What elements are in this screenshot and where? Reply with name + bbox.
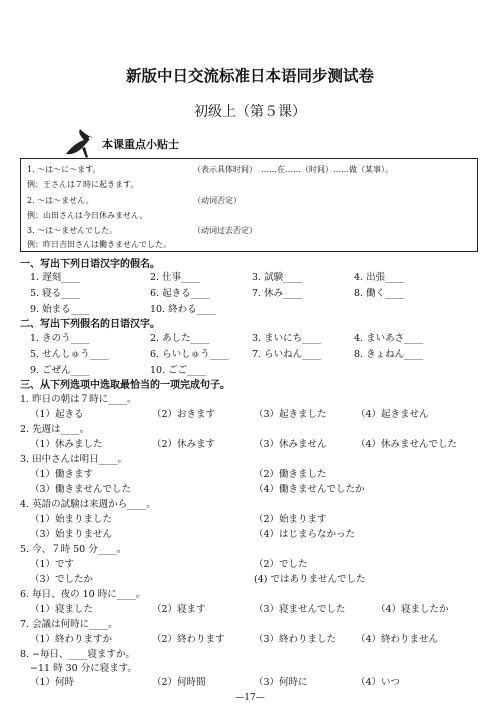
question-7-stem: 7. 会議は何時に____。 (20, 619, 118, 630)
question-1-option: （3）起きました (254, 409, 327, 420)
tips-box (20, 158, 478, 252)
question-8-stem-answer: −11 時 30 分に寝ます。 (30, 663, 137, 674)
tip-2-note: （动词否定） (193, 196, 241, 205)
page-title: 新版中日交流标准日本语同步测试卷 (125, 67, 374, 85)
question-3-option: （2）働きました (254, 469, 327, 480)
question-4-option: （4）はじまらなかった (254, 529, 356, 540)
section1-item: 1. 遅刻____ (30, 272, 81, 283)
question-5-option: (4) ではありませんでした (254, 574, 366, 585)
question-4-option: （3）始まりません (30, 529, 113, 540)
question-8-stem: 8. −毎日、____寝ますか。 (20, 649, 136, 660)
section2-item: 1. きのう____ (30, 333, 90, 344)
bird-icon (62, 128, 98, 160)
section3-heading: 三、从下列选项中选取最恰当的一项完成句子。 (20, 380, 230, 391)
tip-3-note: （动词过去否定） (193, 226, 257, 235)
question-5-option: （1）です (30, 559, 75, 570)
section1-row-3 (20, 301, 490, 315)
section2-row-3 (20, 362, 490, 376)
section2-item: 7. らいねん____ (252, 349, 322, 360)
tips-label: 本课重点小贴士 (102, 138, 179, 151)
tip-2-example: 例：山田さんは今日休みません。 (27, 211, 148, 220)
question-1-option: （4）起きません (356, 409, 429, 420)
question-3-option: （4）働きませんでしたか (254, 484, 365, 495)
question-6-stem: 6. 毎日、夜の 10 時に____。 (20, 589, 146, 600)
section2-item: 6. らいしゅう____ (150, 349, 229, 360)
section2-item: 8. きょねん____ (354, 349, 424, 360)
tip-3-pattern: 3. 〜は〜ませんでした。 (27, 226, 118, 235)
tip-1-note: （表示具体时间） ……在……（时间）……做（某事）。 (193, 165, 393, 174)
page-number: —17— (235, 693, 265, 703)
question-6-option: （3）寝ませんでした (254, 604, 346, 615)
question-3-stem: 3. 田中さんは明日____。 (20, 454, 128, 465)
section1-row-2 (20, 285, 490, 299)
section1-item: 4. 出張____ (354, 272, 405, 283)
section2-item: 4. まいあさ____ (354, 333, 424, 344)
section2-item: 9. ごぜん____ (30, 365, 90, 376)
question-5-option: （2）でした (254, 559, 308, 570)
tip-1-pattern: 1. 〜は〜に〜ます。 (27, 165, 101, 174)
question-8-option: （2）何時間 (152, 677, 206, 688)
section2-item: 10. ごご____ (150, 365, 207, 376)
question-3-option: （3）働きませんでした (30, 484, 132, 495)
question-3-option: （1）働きます (30, 469, 94, 480)
tip-3-example: 例：昨日吉田さんは働きませんでした。 (27, 240, 171, 249)
section1-item: 9. 始まる____ (30, 304, 90, 315)
question-6-option: （2）寝ます (152, 604, 206, 615)
question-2-stem: 2. 先週は____。 (20, 424, 90, 435)
section1-item: 5. 寝る____ (30, 288, 81, 299)
section2-item: 2. あした____ (150, 333, 210, 344)
section1-heading: 一、写出下列日语汉字的假名。 (20, 259, 160, 270)
question-7-option: （1）終わりますか (30, 634, 113, 645)
question-4-option: （1）始まりました (30, 514, 113, 525)
section1-item: 7. 休み____ (252, 288, 303, 299)
section2-row-2 (20, 346, 490, 360)
question-1-option: （2）おきます (152, 409, 216, 420)
question-8-option: （1）何時 (30, 677, 75, 688)
question-7-option: （4）終わりません (356, 634, 439, 645)
section2-item: 3. まいにち____ (252, 333, 322, 344)
question-1-stem: 1. 昨日の朝は７時に____。 (20, 394, 137, 405)
section2-row-1 (20, 330, 490, 344)
question-2-option: （3）休みません (254, 439, 327, 450)
question-7-option: （2）終わります (152, 634, 225, 645)
question-2-option: （4）休みませんでした (356, 439, 458, 450)
section2-item: 5. せんしゅう____ (30, 349, 109, 360)
section1-item: 2. 仕事____ (150, 272, 201, 283)
section1-item: 6. 起きる____ (150, 288, 210, 299)
question-8-option: （4）いつ (356, 677, 401, 688)
section1-item: 10. 終わる____ (150, 304, 216, 315)
section1-item: 8. 働く____ (354, 288, 405, 299)
tip-1-example: 例：王さんは７時に起きます。 (27, 180, 139, 189)
question-4-stem: 4. 英語の試験は来週から____。 (20, 499, 156, 510)
question-2-option: （1）休みました (30, 439, 103, 450)
question-7-option: （3）終わりました (254, 634, 337, 645)
section2-heading: 二、写出下列假名的日语汉字。 (20, 319, 160, 330)
question-1-option: （1）起きる (30, 409, 84, 420)
question-6-option: （1）寝ました (30, 604, 94, 615)
question-6-option: （4）寝ましたか (376, 604, 449, 615)
question-5-option: （3）でしたか (30, 574, 94, 585)
question-5-stem: 5. 今、７時 50 分____。 (20, 544, 127, 555)
section1-row-1 (20, 269, 490, 283)
section1-item: 3. 試験____ (252, 272, 303, 283)
question-8-option: （3）何時に (254, 677, 308, 688)
tip-2-pattern: 2. 〜は〜ません。 (27, 196, 94, 205)
page-subtitle: 初级上（第５课） (194, 104, 306, 120)
question-2-option: （2）休みます (152, 439, 216, 450)
question-4-option: （2）始まります (254, 514, 327, 525)
